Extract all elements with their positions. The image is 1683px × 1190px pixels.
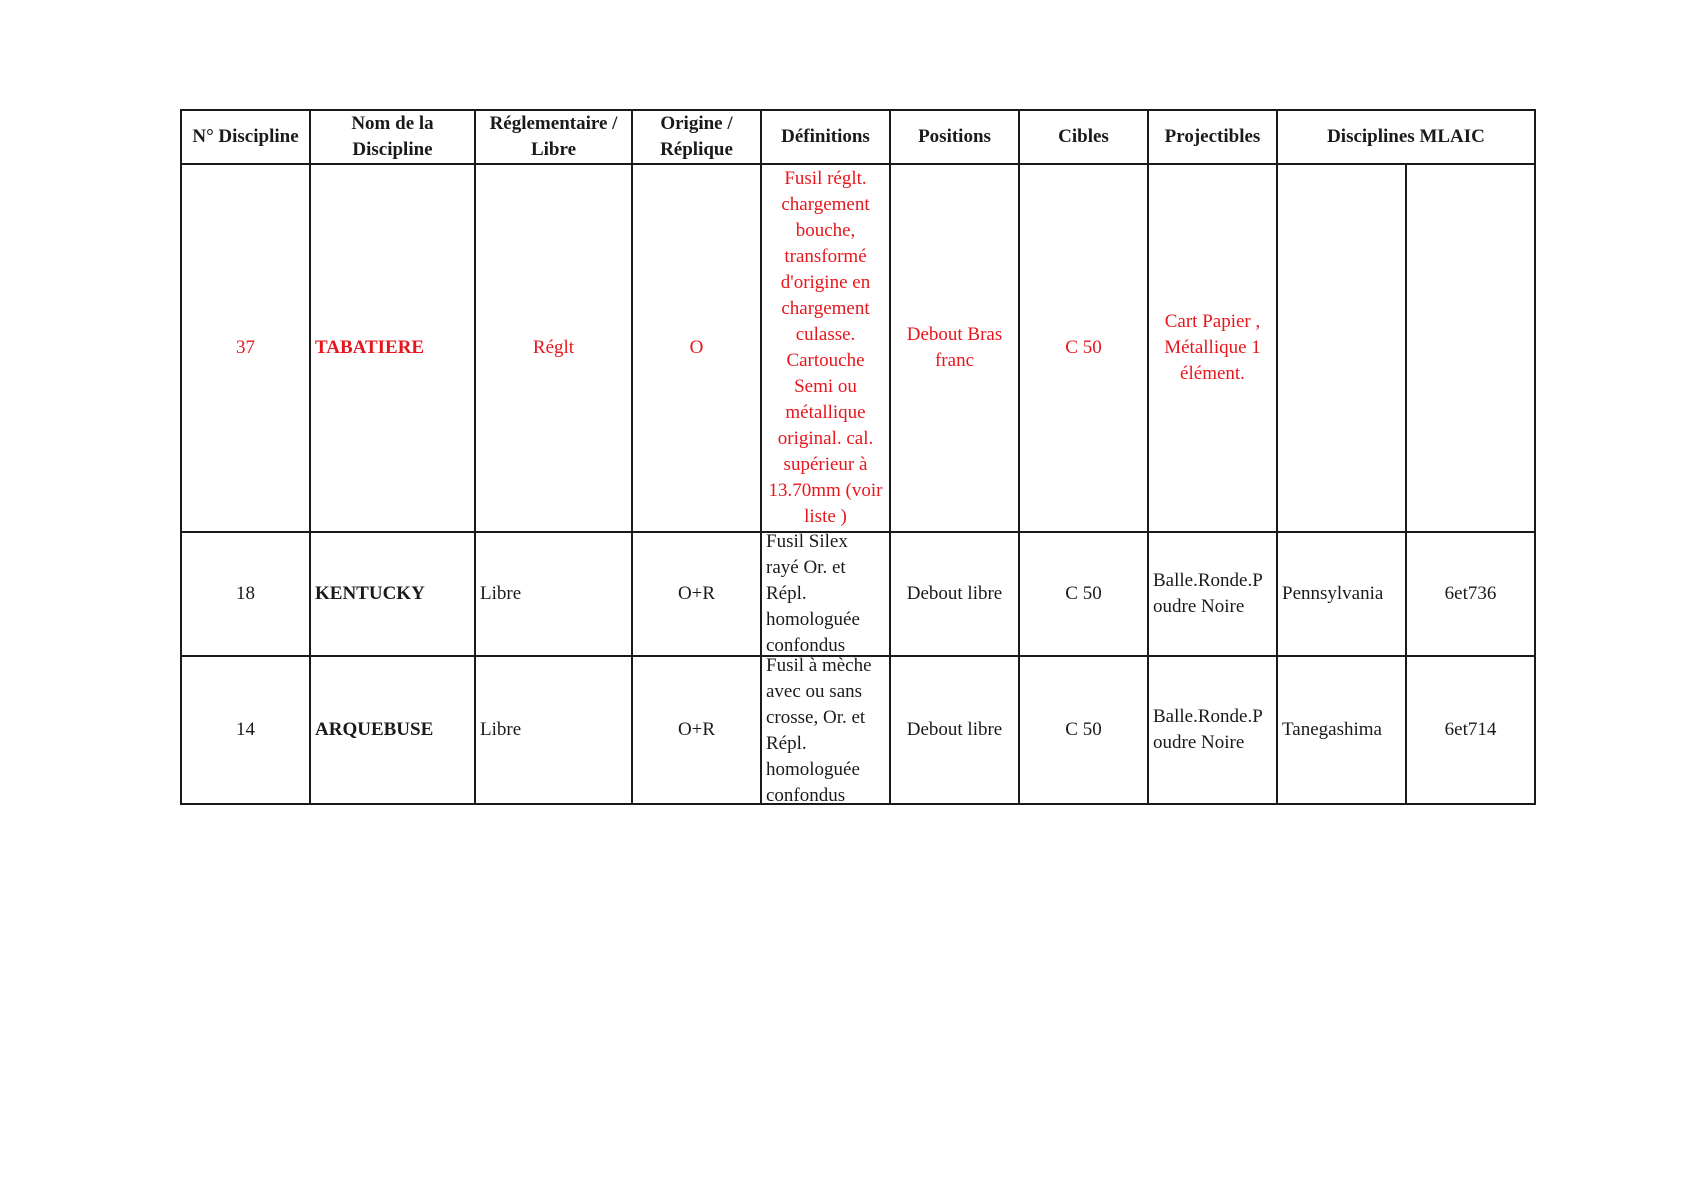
cell-projectibles: Balle.Ronde.Poudre Noire — [1148, 532, 1277, 656]
cell-mlaic-code — [1406, 164, 1535, 532]
cell-origine: O+R — [632, 656, 761, 804]
cell-mlaic-nom: Pennsylvania — [1277, 532, 1406, 656]
cell-nom: KENTUCKY — [310, 532, 475, 656]
cell-definition: Fusil réglt. chargement bouche, transformé d'origine en chargement culasse. Cartouche Semi ou métallique original. cal. supérieur à 13.70mm (voir liste ) — [761, 164, 890, 532]
cell-reglementaire: Libre — [475, 532, 632, 656]
table-row — [181, 164, 1535, 532]
cell-nom: ARQUEBUSE — [310, 656, 475, 804]
header-nom: Nom de la Discipline — [310, 110, 475, 164]
cell-positions: Debout Bras franc — [890, 164, 1019, 532]
header-positions: Positions — [890, 110, 1019, 164]
cell-reglementaire: Réglt — [475, 164, 632, 532]
cell-projectibles: Balle.Ronde.Poudre Noire — [1148, 656, 1277, 804]
cell-origine: O+R — [632, 532, 761, 656]
disciplines-table — [180, 109, 1536, 805]
table-row — [181, 532, 1535, 656]
header-projectibles: Projectibles — [1148, 110, 1277, 164]
cell-numero: 37 — [181, 164, 310, 532]
cell-numero: 14 — [181, 656, 310, 804]
cell-positions: Debout libre — [890, 532, 1019, 656]
cell-definition — [761, 532, 890, 656]
cell-cibles: C 50 — [1019, 532, 1148, 656]
header-row — [181, 110, 1535, 164]
definition-text: Fusil à mèche avec ou sans crosse, Or. et Répl. homologuée confondus — [766, 655, 872, 806]
cell-origine: O — [632, 164, 761, 532]
table-row — [181, 656, 1535, 804]
header-definitions: Définitions — [761, 110, 890, 164]
header-mlaic: Disciplines MLAIC — [1277, 110, 1535, 164]
cell-nom: TABATIERE — [310, 164, 475, 532]
cell-mlaic-nom: Tanegashima — [1277, 656, 1406, 804]
cell-projectibles: Cart Papier , Métallique 1 élément. — [1148, 164, 1277, 532]
header-cibles: Cibles — [1019, 110, 1148, 164]
cell-mlaic-nom — [1277, 164, 1406, 532]
cell-cibles: C 50 — [1019, 656, 1148, 804]
cell-cibles: C 50 — [1019, 164, 1148, 532]
definition-text: Fusil Silex rayé Or. et Répl. homologuée confondus — [766, 531, 860, 656]
cell-positions: Debout libre — [890, 656, 1019, 804]
cell-reglementaire: Libre — [475, 656, 632, 804]
cell-mlaic-code: 6et714 — [1406, 656, 1535, 804]
cell-numero: 18 — [181, 532, 310, 656]
header-reglementaire: Réglementaire / Libre — [475, 110, 632, 164]
header-numero: N° Discipline — [181, 110, 310, 164]
header-origine: Origine / Réplique — [632, 110, 761, 164]
cell-mlaic-code: 6et736 — [1406, 532, 1535, 656]
cell-definition — [761, 656, 890, 804]
discipline-sheet — [180, 109, 1536, 805]
